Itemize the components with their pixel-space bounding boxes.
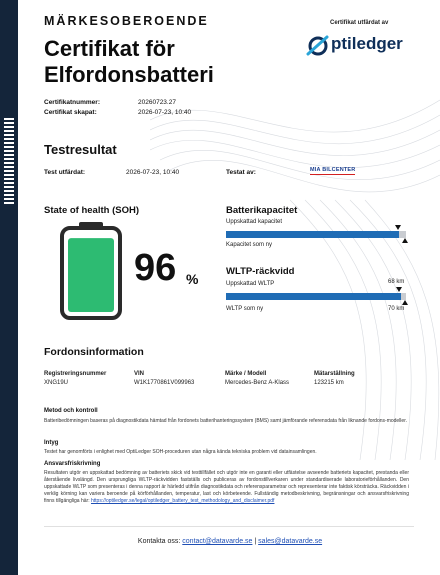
capacity-new-label: Kapacitet som ny [226, 242, 273, 248]
disclaimer-heading: Ansvarsfriskrivning [44, 461, 101, 467]
sidebar-stripe [4, 150, 14, 152]
sidebar-stripe [4, 142, 14, 144]
sidebar-stripe [4, 190, 14, 192]
cert-created-value: 2026-07-23, 10:40 [138, 109, 192, 116]
sidebar-stripe [4, 182, 14, 184]
vehicle-vin-label: VIN [134, 371, 145, 377]
issuer-label: Certifikat utfärdat av [330, 20, 389, 26]
soh-heading: State of health (SOH) [44, 205, 140, 216]
vehicle-vin-value: W1K1770861V099963 [134, 380, 195, 386]
sidebar-stripe [4, 202, 14, 204]
optiledger-logo [305, 32, 430, 58]
cert-number-label: Certifikatnummer: [44, 99, 100, 106]
sidebar-stripe [4, 158, 14, 160]
vehicle-reg-label: Registreringsnummer [44, 371, 107, 377]
sidebar-stripe [4, 174, 14, 176]
vehicle-model-label: Märke / Modell [225, 371, 267, 377]
title-line-2: Elfordonsbatteri [44, 62, 214, 87]
logo-text: ptiledger [331, 34, 403, 53]
sidebar-stripe [4, 126, 14, 128]
attest-heading: Intyg [44, 440, 59, 446]
footer-email-contact[interactable]: contact@datavarde.se [182, 538, 253, 545]
footer-contact [30, 538, 430, 545]
capacity-bar-fill [226, 231, 399, 238]
sidebar-stripe [4, 170, 14, 172]
range-estimated-label: Uppskattad WLTP [226, 281, 275, 287]
test-by-label: Testat av: [226, 169, 256, 176]
title-line-1: Certifikat för [44, 36, 175, 61]
sidebar-stripe [4, 186, 14, 188]
disclaimer-link[interactable]: https://optiledger.se/legal/optiledger_battery_test_methodology_and_disclaimer.pdf [90, 498, 275, 504]
battery-fill [68, 238, 114, 312]
attest-text: Testet har genomförts i enlighet med OptiLedger SOH-proceduren utan några kända tekniska problem vid datainsamlingen. [44, 449, 317, 455]
sidebar-stripe [4, 146, 14, 148]
sidebar-stripe [4, 138, 14, 140]
vehicle-heading: Fordonsinformation [44, 346, 144, 358]
sidebar-stripe [4, 178, 14, 180]
sidebar-stripe [4, 154, 14, 156]
disclaimer-text: Resultaten utgör en uppskattad bedömning av batteriets skick vid testtillfället och utgör inte en garanti eller utfästelse avseende batteriets kapacitet, prestanda eller återstående livslängd. Den ursprungliga WLTP-räckvidden fastställs och publiceras av fordonstillverkaren under standardiserade laboratorieförhållanden. Den uppskattade WLTP som presenteras i denna rapport är härledd utifrån diagnostikdata och referensparametrar och representerar inte faktisk körsträcka. Räckvidden i verklig körning kan variera beroende på körförhållanden, temperatur, last och körbeteende. Fullständig metodbeskrivning, begränsningar och ansvarsfriskrivning finns tillgängliga här: [44, 470, 409, 504]
vehicle-model-value: Mercedes-Benz A-Klass [225, 380, 290, 386]
footer-contact-label: Kontakta oss: [137, 538, 181, 545]
capacity-estimated-label: Uppskattad kapacitet [226, 219, 283, 225]
capacity-bar [226, 231, 406, 238]
test-date-value: 2026-07-23, 10:40 [126, 169, 180, 176]
footer-divider [44, 526, 414, 527]
range-estimated-value: 68 km [388, 279, 405, 285]
cert-created-label: Certifikat skapat: [44, 109, 97, 116]
method-heading: Metod och kontroll [44, 408, 98, 414]
range-heading: WLTP-räckvidd [226, 266, 295, 277]
disclaimer-block [44, 470, 409, 505]
capacity-estimated-marker [395, 225, 401, 230]
sidebar-stripe [4, 118, 14, 120]
soh-value: 96 [134, 247, 177, 289]
range-bar-fill [226, 293, 401, 300]
test-heading: Testresultat [44, 142, 117, 157]
test-date-label: Test utfärdat: [44, 169, 86, 176]
sidebar-stripe [4, 122, 14, 124]
brandline: MÄRKESOBEROENDE [44, 14, 209, 28]
vehicle-odometer-label: Mätarställning [314, 371, 355, 377]
range-new-value: 70 km [388, 306, 405, 312]
sidebar-stripe [4, 134, 14, 136]
tester-logo: MIA BILCENTER [310, 167, 356, 173]
footer-separator: | [254, 538, 257, 545]
battery-icon [60, 222, 122, 320]
optiledger-logo-icon [305, 32, 331, 58]
vehicle-odometer-value: 123215 km [314, 380, 344, 386]
range-new-marker [402, 300, 408, 305]
method-text: Batteribedömningen baseras på diagnostikdata hämtad från fordonets batterihanteringssystem (BMS) samt jämförande referensdata från liknande fordons-modeller. [44, 418, 407, 424]
range-bar [226, 293, 406, 300]
sidebar-stripe [4, 194, 14, 196]
sidebar-stripe [4, 198, 14, 200]
sidebar-stripe [4, 166, 14, 168]
capacity-new-marker [402, 238, 408, 243]
capacity-heading: Batterikapacitet [226, 205, 298, 216]
vehicle-reg-value: XNG19U [44, 380, 69, 386]
left-sidebar [0, 0, 18, 575]
footer-email-sales[interactable]: sales@datavarde.se [258, 538, 323, 545]
page-title [44, 36, 214, 88]
range-new-label: WLTP som ny [226, 306, 264, 312]
sidebar-stripe [4, 162, 14, 164]
range-estimated-marker [396, 287, 402, 292]
cert-number-value: 20260723.27 [138, 99, 176, 106]
certificate-page [30, 0, 430, 575]
sidebar-stripe [4, 130, 14, 132]
soh-unit: % [186, 271, 199, 287]
